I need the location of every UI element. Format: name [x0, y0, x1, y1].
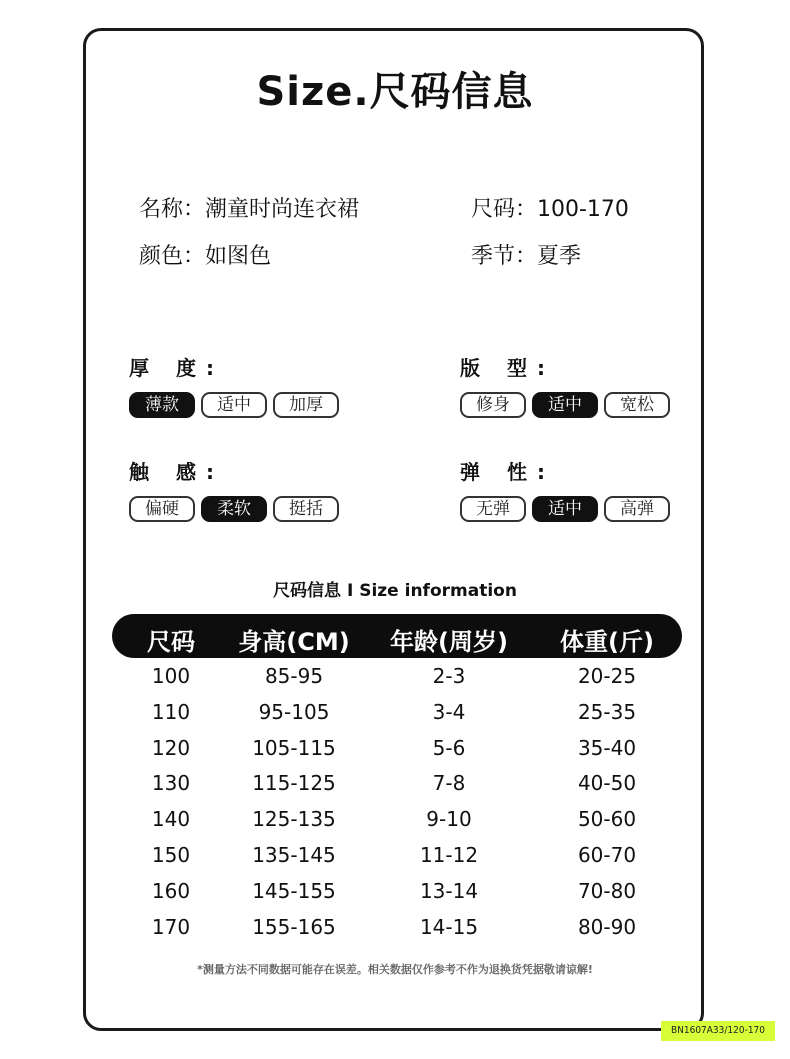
cell-weight: 35-40	[577, 735, 637, 760]
thickness-option[interactable]: 薄款	[129, 392, 195, 418]
size-table-body	[112, 660, 682, 946]
cell-age: 11-12	[419, 842, 479, 867]
cell-weight: 50-60	[577, 807, 637, 832]
table-row	[112, 767, 682, 803]
fit-option[interactable]: 适中	[532, 392, 598, 418]
cell-size: 150	[151, 842, 191, 867]
info-size: 尺码：100-170	[471, 197, 629, 222]
cell-height: 115-125	[252, 771, 336, 796]
header-age: 年龄(周岁)	[390, 628, 508, 656]
feel-option[interactable]: 偏硬	[129, 496, 195, 522]
fit-option[interactable]: 宽松	[604, 392, 670, 418]
header-weight: 体重(斤)	[560, 628, 654, 656]
cell-weight: 80-90	[577, 914, 637, 939]
cell-age: 2-3	[432, 664, 466, 688]
header-height: 身高(CM)	[238, 628, 350, 656]
header-size: 尺码	[147, 628, 195, 656]
elastic-options	[460, 496, 670, 522]
fit-label: 版 型:	[460, 356, 555, 380]
cell-weight: 25-35	[577, 699, 637, 724]
fit-option[interactable]: 修身	[460, 392, 526, 418]
cell-height: 135-145	[252, 842, 336, 867]
cell-size: 130	[151, 771, 191, 796]
cell-height: 145-155	[252, 878, 336, 903]
cell-size: 160	[151, 878, 191, 903]
table-row	[112, 839, 682, 875]
info-color: 颜色：如图色	[139, 244, 272, 269]
elastic-option[interactable]: 无弹	[460, 496, 526, 522]
cell-age: 9-10	[426, 807, 472, 832]
cell-age: 14-15	[419, 914, 479, 939]
cell-size: 140	[151, 807, 191, 832]
table-row	[112, 696, 682, 732]
thickness-label: 厚 度:	[129, 356, 224, 380]
cell-size: 120	[151, 735, 191, 760]
thickness-option[interactable]: 适中	[201, 392, 267, 418]
cell-height: 155-165	[252, 914, 336, 939]
cell-weight: 60-70	[577, 842, 637, 867]
cell-age: 7-8	[432, 771, 466, 796]
cell-age: 13-14	[419, 878, 479, 903]
table-row	[112, 875, 682, 911]
feel-options	[129, 496, 339, 522]
info-name: 名称：潮童时尚连衣裙	[139, 197, 360, 222]
table-row	[112, 660, 682, 696]
elastic-option[interactable]: 高弹	[604, 496, 670, 522]
cell-age: 3-4	[432, 699, 466, 724]
fit-options	[460, 392, 670, 418]
feel-label: 触 感:	[129, 460, 224, 484]
feel-option[interactable]: 柔软	[201, 496, 267, 522]
disclaimer-note: *测量方法不同数据可能存在误差。相关数据仅作参考不作为退换货凭据敬请谅解!	[197, 963, 593, 976]
cell-height: 125-135	[252, 807, 336, 832]
cell-weight: 40-50	[577, 771, 637, 796]
cell-weight: 20-25	[577, 664, 637, 688]
elastic-option[interactable]: 适中	[532, 496, 598, 522]
table-subtitle: 尺码信息 I Size information	[273, 581, 517, 601]
feel-option[interactable]: 挺括	[273, 496, 339, 522]
page-title: Size.尺码信息	[256, 69, 534, 115]
thickness-options	[129, 392, 339, 418]
cell-height: 95-105	[258, 699, 330, 724]
table-row	[112, 911, 682, 947]
thickness-option[interactable]: 加厚	[273, 392, 339, 418]
cell-size: 110	[151, 699, 191, 724]
table-row	[112, 803, 682, 839]
info-season: 季节：夏季	[471, 244, 582, 269]
cell-size: 170	[151, 914, 191, 939]
table-header	[112, 614, 682, 658]
cell-height: 85-95	[264, 664, 324, 688]
cell-size: 100	[151, 664, 191, 688]
sku-tag: BN1607A33/120-170	[661, 1021, 775, 1041]
table-row	[112, 732, 682, 768]
elastic-label: 弹 性:	[460, 460, 555, 484]
cell-weight: 70-80	[577, 878, 637, 903]
cell-height: 105-115	[252, 735, 336, 760]
cell-age: 5-6	[432, 735, 466, 760]
